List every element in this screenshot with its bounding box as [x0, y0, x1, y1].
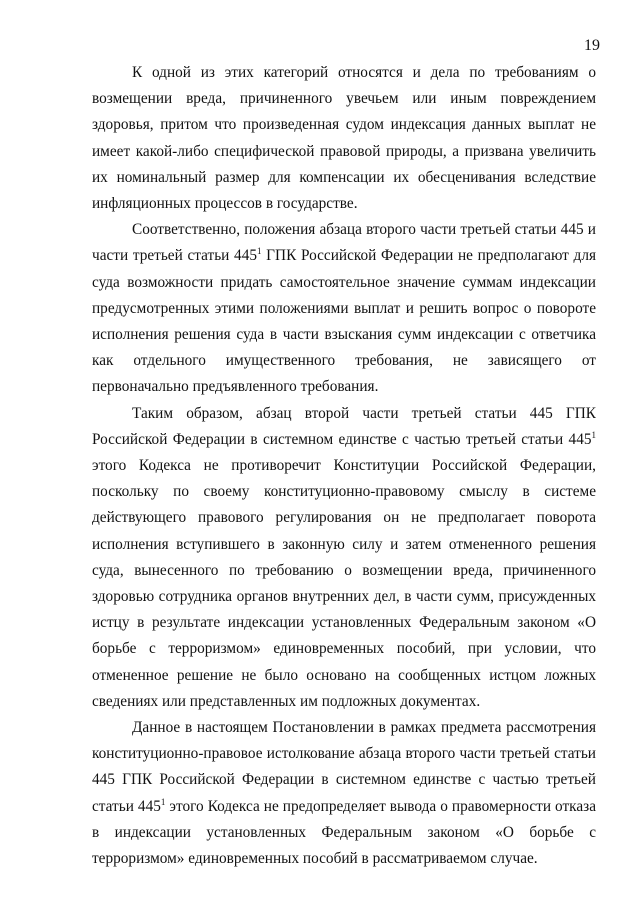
superscript: 1 — [591, 429, 596, 440]
paragraph-text: этого Кодекса не предопределяет вывода о правомерности отказа в индексации установленных Федеральным законом «О борьбе с терроризмом» единовременных пособий в рассматриваемом случае. — [92, 797, 597, 868]
paragraph-text: Соответственно, положения абзаца второго части третьей статьи 445 и части третьей статьи 445 — [92, 221, 596, 265]
body-text — [92, 60, 596, 872]
paragraph — [92, 217, 596, 400]
paragraph — [92, 401, 596, 715]
superscript: 1 — [160, 796, 166, 807]
paragraph-text: Данное в настоящем Постановлении в рамках предмета рассмотрения конституционно-правовое истолкование абзаца второго части третьей статьи 445 ГПК Российской Федерации в системном единстве с частью третьей статьи 445 — [92, 719, 596, 815]
paragraph-text: этого Кодекса не противоречит Конституции Российской Федерации, поскольку по своему конституционно-правовому смыслу в системе действующего правового регулирования он не предполагает поворота исполнения вступившего в законную силу и затем отмененного решения суда, вынесенного по требованию о возмещении вреда, причиненного здоровью сотрудника органов внутренних дел, в части сумм, присужденных истцу в результате индексации установленных Федеральным законом «О борьбе с терроризмом» единовременных пособий, при условии, что отмененное решение не было основано на сообщенных истцом ложных сведениях или представленных им подложных документах. — [92, 457, 596, 710]
paragraph — [92, 60, 596, 217]
paragraph — [92, 715, 596, 872]
paragraph-text: ГПК Российской Федерации не предполагают для суда возможности придать самостоятельное значение суммам индексации предусмотренных этими положениями выплат и решить вопрос о повороте исполнения решения суда в части взыскания сумм индексации с ответчика как отдельного имущественного требования, не зависящего от первоначально предъявленного требования. — [92, 247, 596, 396]
paragraph-text: К одной из этих категорий относятся и дела по требованиям о возмещении вреда, причиненного увечьем или иным повреждением здоровья, притом что произведенная судом индексация данных выплат не имеет какой-либо специфической правовой природы, а призвана увеличить их номинальный размер для компенсации их обесценивания вследствие инфляционных процессов в государстве. — [92, 64, 596, 213]
superscript: 1 — [257, 246, 262, 257]
page-number: 19 — [584, 37, 600, 54]
paragraph-text: Таким образом, абзац второй части третьей статьи 445 ГПК Российской Федерации в системном единстве с частью третьей статьи 445 — [92, 404, 596, 448]
